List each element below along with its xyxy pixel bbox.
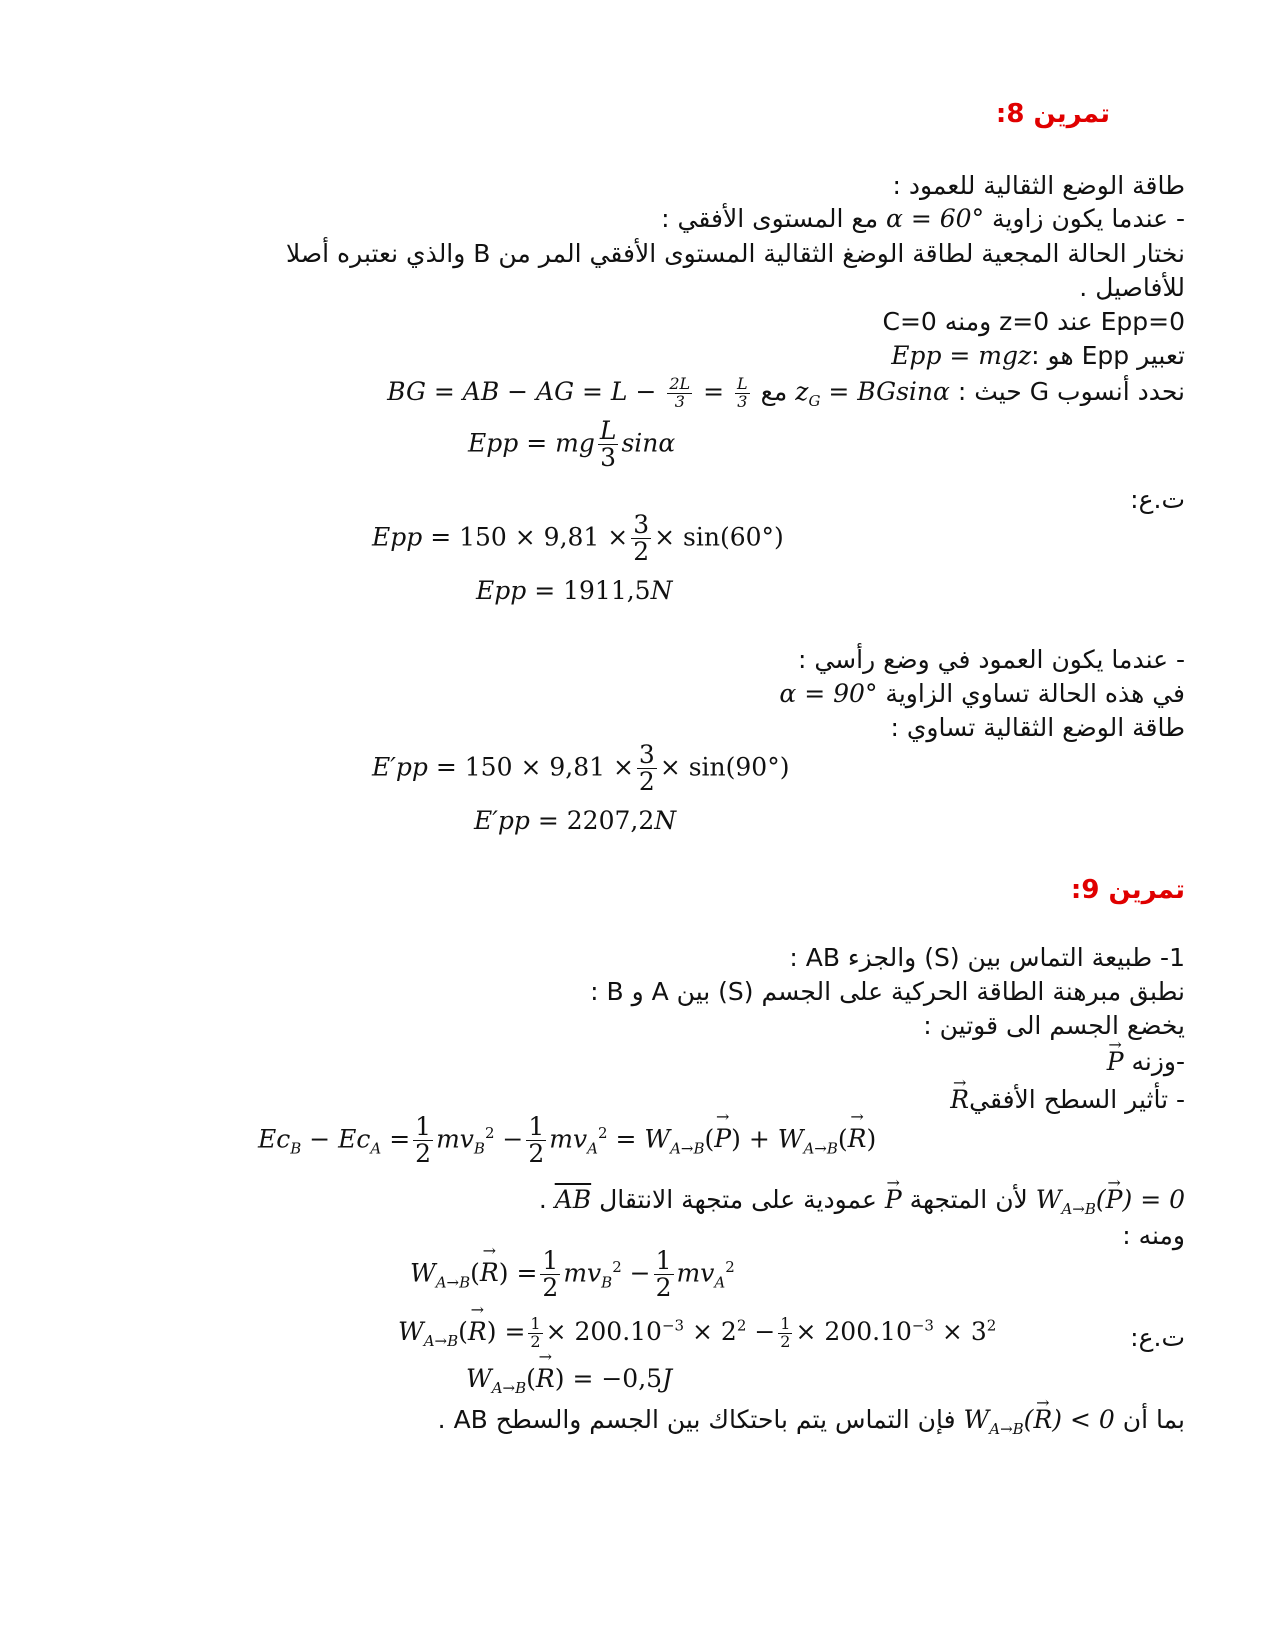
- ex9-forces: يخضع الجسم الى قوتين :: [923, 1011, 1185, 1040]
- wr-negative: $W_{A\to B}(\to R) < 0$: [964, 1405, 1115, 1434]
- exercise-8-title: تمرين 8:: [995, 99, 1110, 129]
- exercise-9-title: تمرين 9:: [1070, 875, 1185, 905]
- wr-formula: $W_{A\to B}(\to R)$ = $\frac{1}{2}$ $mv_B^2$ − $\frac{1}{2}$ $mv_A^2$: [410, 1248, 735, 1302]
- zg-equation: $z_G = BGsin\alpha$: [795, 377, 950, 410]
- bg-equation: BG = AB − AG = L − $\frac{2L}{3}$ = $\frac{L}{3}$: [387, 374, 748, 411]
- ex8-reference-line-2: للأفاصيل .: [1079, 273, 1185, 302]
- ex8-reference-line: نختار الحالة المجعية لطاقة الوضغ الثقالية المستوى الأفقي المر من B والذي نعتبره أصلا: [286, 239, 1185, 268]
- ex8-intro: طاقة الوضع الثقالية للعمود :: [892, 171, 1185, 200]
- ex9-hence: ومنه :: [1122, 1221, 1185, 1250]
- wr-numeric: $W_{A\to B}(\to R)$ = $\frac{1}{2}$ × $200.10^{-3} \times 2^2$ − $\frac{1}{2}$ × $200.10^{-3} \times 3^2$: [398, 1316, 996, 1351]
- ex8-expression-line: تعبير Epp هو :Epp = mgz: [891, 341, 1185, 370]
- epp-formula: Epp = mg $\frac{L}{3}$ sinα: [468, 416, 676, 473]
- epp2-numeric: E′pp = 150 × 9,81 × $\frac{3}{2}$ × sin(90°): [372, 740, 790, 797]
- wr-result: $W_{A\to B}(\to R) = -0,5J$: [466, 1364, 672, 1397]
- kinetic-energy-theorem: $Ec_B - Ec_A$ = $\frac{1}{2}$ $mv_B^2$ − $\frac{1}{2}$ $mv_A^2 = W_{A\to B}(\to P) + W_{A\to B}(\to R)$: [258, 1114, 876, 1168]
- epp2-result: E′pp = 2207,2N: [474, 806, 677, 835]
- epp-result: Epp = 1911,5N: [476, 576, 673, 605]
- ex8-position-line: نحدد أنسوب G حيث : $z_G = BGsin\alpha$ مع BG = AB − AG = L − $\frac{2L}{3}$ = $\frac{L}{3}$: [387, 374, 1185, 411]
- ex9-apply-theorem: نطبق مبرهنة الطاقة الحركية على الجسم (S) بين A و B :: [590, 977, 1185, 1006]
- ex9-q1: 1- طبيعة التماس بين (S) والجزء AB :: [789, 943, 1185, 972]
- wp-zero: $W_{A\to B}(\to P) = 0$: [1036, 1185, 1185, 1214]
- ex9-weight-work: $W_{A\to B}(\to P) = 0$ لأن المتجهة → P عمودية على متجهة الانتقال $\overline{AB}$ .: [539, 1184, 1185, 1225]
- ex9-conclusion: بما أن $W_{A\to B}(\to R) < 0$ فإن التماس يتم باحتكاك بين الجسم والسطح AB .: [438, 1404, 1185, 1445]
- ex8-case2-title: - عندما يكون العمود في وضع رأسي :: [797, 645, 1185, 674]
- ex8-numeric-label: ت.ع:: [1130, 485, 1185, 514]
- ex9-force-weight: -وزنه → P: [1107, 1046, 1185, 1078]
- ex8-case2-angle: في هذه الحالة تساوي الزاوية α = 90°: [779, 679, 1185, 708]
- ex9-force-reaction: - تأثير السطح الأفقي→ R: [950, 1084, 1185, 1116]
- ex8-case1-line: - عندما يكون زاوية α = 60° مع المستوى الأفقي :: [661, 204, 1185, 233]
- ex9-numeric-label: ت.ع:: [1130, 1323, 1185, 1352]
- ex8-case2-energy: طاقة الوضع الثقالية تساوي :: [890, 713, 1185, 742]
- epp-numeric: Epp = 150 × 9,81 × $\frac{3}{2}$ × sin(60°): [372, 510, 784, 567]
- ex8-zero-condition: Epp=0 عند z=0 ومنه C=0: [882, 307, 1185, 336]
